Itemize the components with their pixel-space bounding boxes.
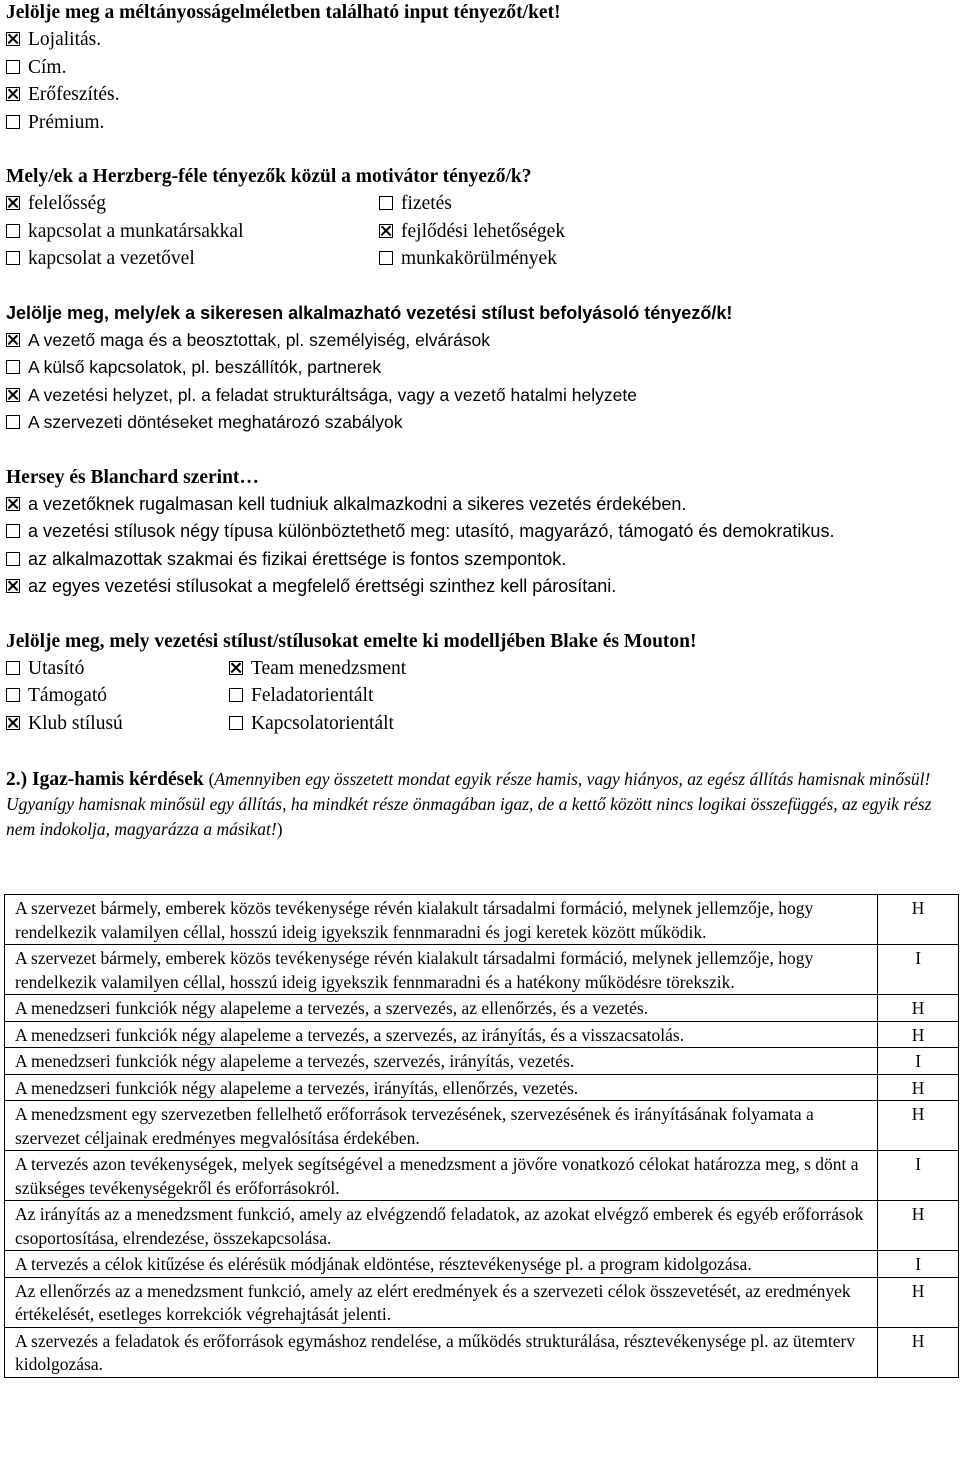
checkbox-icon[interactable] xyxy=(379,224,393,238)
section-2-note-open: ( xyxy=(208,769,215,789)
checkbox-option[interactable]: Utasító xyxy=(6,655,229,683)
question-3-title: Jelölje meg, mely/ek a sikeresen alkalmazható vezetési stílust befolyásoló tényező/k! xyxy=(6,302,733,323)
checkbox-icon[interactable] xyxy=(6,115,20,129)
checkbox-option[interactable]: Klub stílusú xyxy=(6,710,229,738)
checkbox-icon[interactable] xyxy=(6,224,20,238)
checkbox-icon[interactable] xyxy=(229,688,243,702)
statement-cell: A szervezet bármely, emberek közös tevékenysége révén kialakult társadalmi formáció, melynek jellemzője, hogy rendelkezik valamilyen céllal, hosszú ideig igyekszik fennmaradni és jogi keretek között működik. xyxy=(5,895,878,945)
checkbox-option[interactable]: A vezető maga és a beosztottak, pl. személyiség, elvárások xyxy=(6,327,956,355)
statement-cell: A menedzseri funkciók négy alapeleme a tervezés, szervezés, irányítás, vezetés. xyxy=(5,1048,878,1075)
question-2-row-2 xyxy=(6,218,956,246)
checkbox-option[interactable]: Team menedzsment xyxy=(229,655,406,683)
answer-cell: H xyxy=(878,1201,959,1251)
checkbox-icon[interactable] xyxy=(379,196,393,210)
table-row xyxy=(5,995,959,1022)
section-2-number: 2.) xyxy=(6,769,28,790)
statement-cell: A tervezés a célok kitűzése és elérésük módjának eldöntése, résztevékenysége pl. a program kidolgozása. xyxy=(5,1251,878,1278)
answer-cell: H xyxy=(878,895,959,945)
question-5-row-2 xyxy=(6,682,956,710)
checkbox-option[interactable]: kapcsolat a munkatársakkal xyxy=(6,218,379,246)
statement-cell: Az irányítás az a menedzsment funkció, amely az elvégzendő feladatok, az azokat elvégző emberek és egyéb erőforrások csoportosítása, elrendezése, összekapcsolása. xyxy=(5,1201,878,1251)
checkbox-option[interactable]: Kapcsolatorientált xyxy=(229,710,394,738)
answer-cell: I xyxy=(878,945,959,995)
checkbox-option[interactable]: felelősség xyxy=(6,190,379,218)
checkbox-option[interactable]: A vezetési helyzet, pl. a feladat strukturáltsága, vagy a vezető hatalmi helyzete xyxy=(6,382,956,410)
checkbox-option[interactable]: a vezetőknek rugalmasan kell tudniuk alkalmazkodni a sikeres vezetés érdekében. xyxy=(6,491,956,519)
statement-cell: A menedzseri funkciók négy alapeleme a tervezés, a szervezés, az ellenőrzés, és a vezetés. xyxy=(5,995,878,1022)
table-row xyxy=(5,1201,959,1251)
checkbox-option[interactable]: munkakörülmények xyxy=(379,245,557,273)
table-row xyxy=(5,945,959,995)
question-5-row-3 xyxy=(6,710,956,738)
statement-cell: A tervezés azon tevékenységek, melyek segítségével a menedzsment a jövőre vonatkozó célokat határozza meg, s dönt a szükséges tevékenységekről és erőforrásokról. xyxy=(5,1151,878,1201)
checkbox-icon[interactable] xyxy=(6,251,20,265)
checkbox-icon[interactable] xyxy=(6,87,20,101)
table-row xyxy=(5,895,959,945)
section-2-heading: Igaz-hamis kérdések xyxy=(32,769,204,790)
checkbox-icon[interactable] xyxy=(6,415,20,429)
statement-cell: A szervezés a feladatok és erőforrások egymáshoz rendelése, a működés strukturálása, résztevékenysége pl. az ütemterv kidolgozása. xyxy=(5,1327,878,1377)
table-row xyxy=(5,1151,959,1201)
table-row xyxy=(5,1048,959,1075)
table-row xyxy=(5,1021,959,1048)
checkbox-option[interactable]: Erőfeszítés. xyxy=(6,81,956,109)
question-5-row-1 xyxy=(6,655,956,683)
document-page xyxy=(6,0,956,842)
checkbox-option[interactable]: A külső kapcsolatok, pl. beszállítók, partnerek xyxy=(6,354,956,382)
checkbox-icon[interactable] xyxy=(6,579,20,593)
answer-cell: I xyxy=(878,1251,959,1278)
section-2-note-close: ) xyxy=(276,819,283,839)
checkbox-option[interactable]: A szervezeti döntéseket meghatározó szabályok xyxy=(6,409,956,437)
checkbox-option[interactable]: az alkalmazottak szakmai és fizikai érettsége is fontos szempontok. xyxy=(6,546,956,574)
checkbox-option[interactable]: fejlődési lehetőségek xyxy=(379,218,565,246)
checkbox-icon[interactable] xyxy=(6,388,20,402)
answer-cell: I xyxy=(878,1151,959,1201)
checkbox-icon[interactable] xyxy=(6,196,20,210)
checkbox-option[interactable]: Támogató xyxy=(6,682,229,710)
answer-cell: H xyxy=(878,1021,959,1048)
question-5-title: Jelölje meg, mely vezetési stílust/stílusokat emelte ki modelljében Blake és Mouton! xyxy=(6,630,697,652)
answer-cell: H xyxy=(878,1277,959,1327)
table-row xyxy=(5,1074,959,1101)
table-row xyxy=(5,1327,959,1377)
answer-cell: H xyxy=(878,995,959,1022)
checkbox-option[interactable]: a vezetési stílusok négy típusa különböztethető meg: utasító, magyarázó, támogató és demokratikus. xyxy=(6,518,956,546)
checkbox-icon[interactable] xyxy=(6,360,20,374)
answer-cell: H xyxy=(878,1327,959,1377)
checkbox-option[interactable]: az egyes vezetési stílusokat a megfelelő érettségi szinthez kell párosítani. xyxy=(6,573,956,601)
checkbox-icon[interactable] xyxy=(6,688,20,702)
checkbox-option[interactable]: Feladatorientált xyxy=(229,682,373,710)
answer-cell: H xyxy=(878,1101,959,1151)
question-1-title: Jelölje meg a méltányosságelméletben található input tényezőt/ket! xyxy=(6,2,561,23)
checkbox-option[interactable]: Lojalitás. xyxy=(6,26,956,54)
checkbox-option[interactable]: kapcsolat a vezetővel xyxy=(6,245,379,273)
question-2-row-3 xyxy=(6,245,956,273)
checkbox-icon[interactable] xyxy=(6,524,20,538)
checkbox-icon[interactable] xyxy=(6,32,20,46)
section-2-note: Amennyiben egy összetett mondat egyik része hamis, vagy hiányos, az egész állítás hamisnak minősül! Ugyanígy hamisnak minősül egy állítás, ha mindkét része önmagában igaz, de a kettő között nincs logikai összefüggés, az egyik rész nem indokolja, magyarázza a másikat! xyxy=(6,769,932,839)
checkbox-icon[interactable] xyxy=(6,552,20,566)
answer-cell: I xyxy=(878,1048,959,1075)
question-2-title: Mely/ek a Herzberg-féle tényezők közül a motivátor tényező/k? xyxy=(6,166,532,187)
table-row xyxy=(5,1277,959,1327)
statement-cell: A szervezet bármely, emberek közös tevékenysége révén kialakult társadalmi formáció, melynek jellemzője, hogy rendelkezik valamilyen céllal, hosszú ideig igyekszik fennmaradni és a hatékony működésre törekszik. xyxy=(5,945,878,995)
statement-cell: A menedzseri funkciók négy alapeleme a tervezés, a szervezés, az irányítás, és a visszacsatolás. xyxy=(5,1021,878,1048)
question-2-row-1 xyxy=(6,190,956,218)
section-2-header xyxy=(6,767,956,842)
checkbox-icon[interactable] xyxy=(6,497,20,511)
checkbox-option[interactable]: Cím. xyxy=(6,54,956,82)
statement-cell: Az ellenőrzés az a menedzsment funkció, amely az elért eredmények és a szervezeti célok összevetését, az eredmények értékelését, esetleges korrekciók végrehajtását jelenti. xyxy=(5,1277,878,1327)
table-row xyxy=(5,1251,959,1278)
checkbox-option[interactable]: fizetés xyxy=(379,190,452,218)
question-4-title: Hersey és Blanchard szerint… xyxy=(6,466,259,488)
statement-cell: A menedzsment egy szervezetben fellelhető erőforrások tervezésének, szervezésének és irányításának folyamata a szervezet céljainak eredményes megvalósítása érdekében. xyxy=(5,1101,878,1151)
checkbox-icon[interactable] xyxy=(6,716,20,730)
checkbox-option[interactable]: Prémium. xyxy=(6,109,956,137)
checkbox-icon[interactable] xyxy=(6,661,20,675)
checkbox-icon[interactable] xyxy=(229,661,243,675)
checkbox-icon[interactable] xyxy=(379,251,393,265)
checkbox-icon[interactable] xyxy=(6,60,20,74)
checkbox-icon[interactable] xyxy=(6,333,20,347)
checkbox-icon[interactable] xyxy=(229,716,243,730)
answer-cell: H xyxy=(878,1074,959,1101)
true-false-table xyxy=(4,894,959,1378)
statement-cell: A menedzseri funkciók négy alapeleme a tervezés, irányítás, ellenőrzés, vezetés. xyxy=(5,1074,878,1101)
table-row xyxy=(5,1101,959,1151)
